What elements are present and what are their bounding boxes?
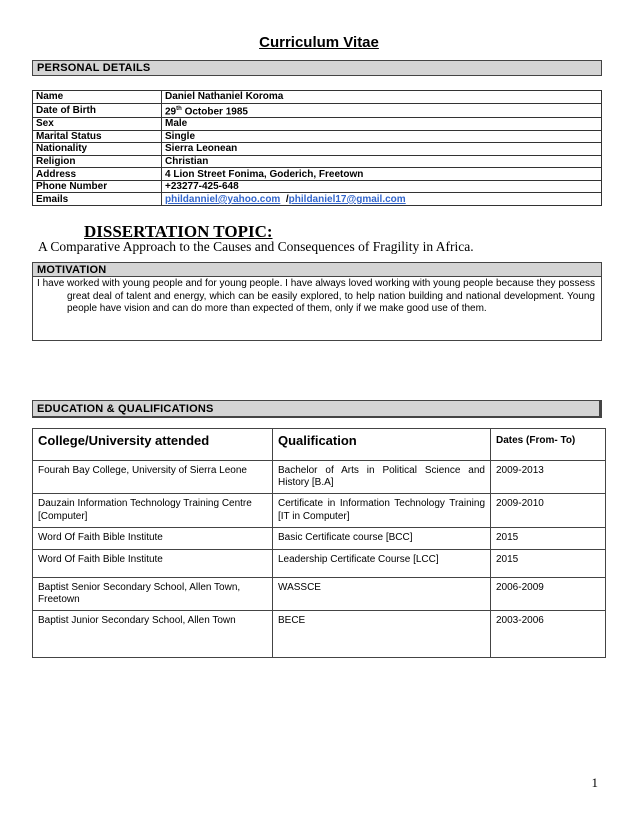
college-cell: Baptist Junior Secondary School, Allen Town [33, 611, 273, 658]
table-row [33, 611, 606, 658]
education-table [32, 428, 606, 658]
page-number: 1 [591, 775, 598, 790]
table-row [33, 103, 602, 117]
dissertation-topic: A Comparative Approach to the Causes and Consequences of Fragility in Africa. [38, 239, 474, 254]
table-row [33, 155, 602, 168]
dates-cell: 2006-2009 [491, 577, 606, 610]
sex-value: Male [162, 117, 602, 130]
name-value: Daniel Nathaniel Koroma [162, 91, 602, 104]
qualification-cell: Leadership Certificate Course [LCC] [273, 549, 491, 577]
emails-label: Emails [33, 193, 162, 206]
name-label: Name [33, 91, 162, 104]
motivation-box [32, 276, 602, 341]
table-row [33, 180, 602, 193]
column-header-dates: Dates (From- To) [491, 429, 606, 461]
dates-cell: 2015 [491, 549, 606, 577]
table-row [33, 527, 606, 549]
sex-label: Sex [33, 117, 162, 130]
qualification-cell: Certificate in Information Technology Training [IT in Computer] [273, 494, 491, 527]
column-header-qualification: Qualification [273, 429, 491, 461]
table-row [33, 168, 602, 181]
college-cell: Baptist Senior Secondary School, Allen Town, Freetown [33, 577, 273, 610]
motivation-text: I have worked with young people and for young people. I have always loved working with young people because they possess great deal of talent and energy, which can be easily explored, to help nation building and national development. Young people have vision and can do more than expected of them, only if we make good use of them. [37, 278, 595, 315]
qualification-cell: BECE [273, 611, 491, 658]
dob-label: Date of Birth [33, 103, 162, 117]
marital-status-value: Single [162, 130, 602, 143]
dob-value [162, 103, 602, 117]
dob-rest: October 1985 [181, 105, 248, 117]
table-row [33, 91, 602, 104]
table-row [33, 461, 606, 494]
religion-label: Religion [33, 155, 162, 168]
email-separator: / [280, 193, 289, 205]
motivation-heading: MOTIVATION [32, 262, 602, 277]
dob-suffix: th [176, 105, 182, 112]
education-heading: EDUCATION & QUALIFICATIONS [32, 400, 602, 418]
personal-details-heading: PERSONAL DETAILS [32, 60, 602, 76]
phone-value: +23277-425-648 [162, 180, 602, 193]
qualification-cell: Bachelor of Arts in Political Science and History [B.A] [273, 461, 491, 494]
nationality-value: Sierra Leonean [162, 143, 602, 156]
nationality-label: Nationality [33, 143, 162, 156]
table-row [33, 193, 602, 206]
phone-label: Phone Number [33, 180, 162, 193]
document-title: Curriculum Vitae [259, 34, 379, 51]
dissertation-heading: DISSERTATION TOPIC: [84, 222, 273, 241]
marital-status-label: Marital Status [33, 130, 162, 143]
dates-cell: 2009-2013 [491, 461, 606, 494]
qualification-cell: WASSCE [273, 577, 491, 610]
college-cell: Dauzain Information Technology Training Centre [Computer] [33, 494, 273, 527]
table-row [33, 130, 602, 143]
table-row [33, 117, 602, 130]
email-link-gmail[interactable]: phildaniel17@gmail.com [288, 193, 406, 205]
dates-cell: 2003-2006 [491, 611, 606, 658]
table-row [33, 143, 602, 156]
address-label: Address [33, 168, 162, 181]
college-cell: Word Of Faith Bible Institute [33, 549, 273, 577]
qualification-cell: Basic Certificate course [BCC] [273, 527, 491, 549]
college-cell: Fourah Bay College, University of Sierra Leone [33, 461, 273, 494]
dates-cell: 2015 [491, 527, 606, 549]
religion-value: Christian [162, 155, 602, 168]
personal-details-table [32, 90, 602, 206]
address-value: 4 Lion Street Fonima, Goderich, Freetown [162, 168, 602, 181]
dob-day: 29 [165, 105, 177, 117]
table-row [33, 494, 606, 527]
dates-cell: 2009-2010 [491, 494, 606, 527]
column-header-college: College/University attended [33, 429, 273, 461]
table-row [33, 577, 606, 610]
table-header-row [33, 429, 606, 461]
table-row [33, 549, 606, 577]
emails-value [162, 193, 602, 206]
email-link-yahoo[interactable]: phildanniel@yahoo.com [165, 193, 281, 205]
college-cell: Word Of Faith Bible Institute [33, 527, 273, 549]
